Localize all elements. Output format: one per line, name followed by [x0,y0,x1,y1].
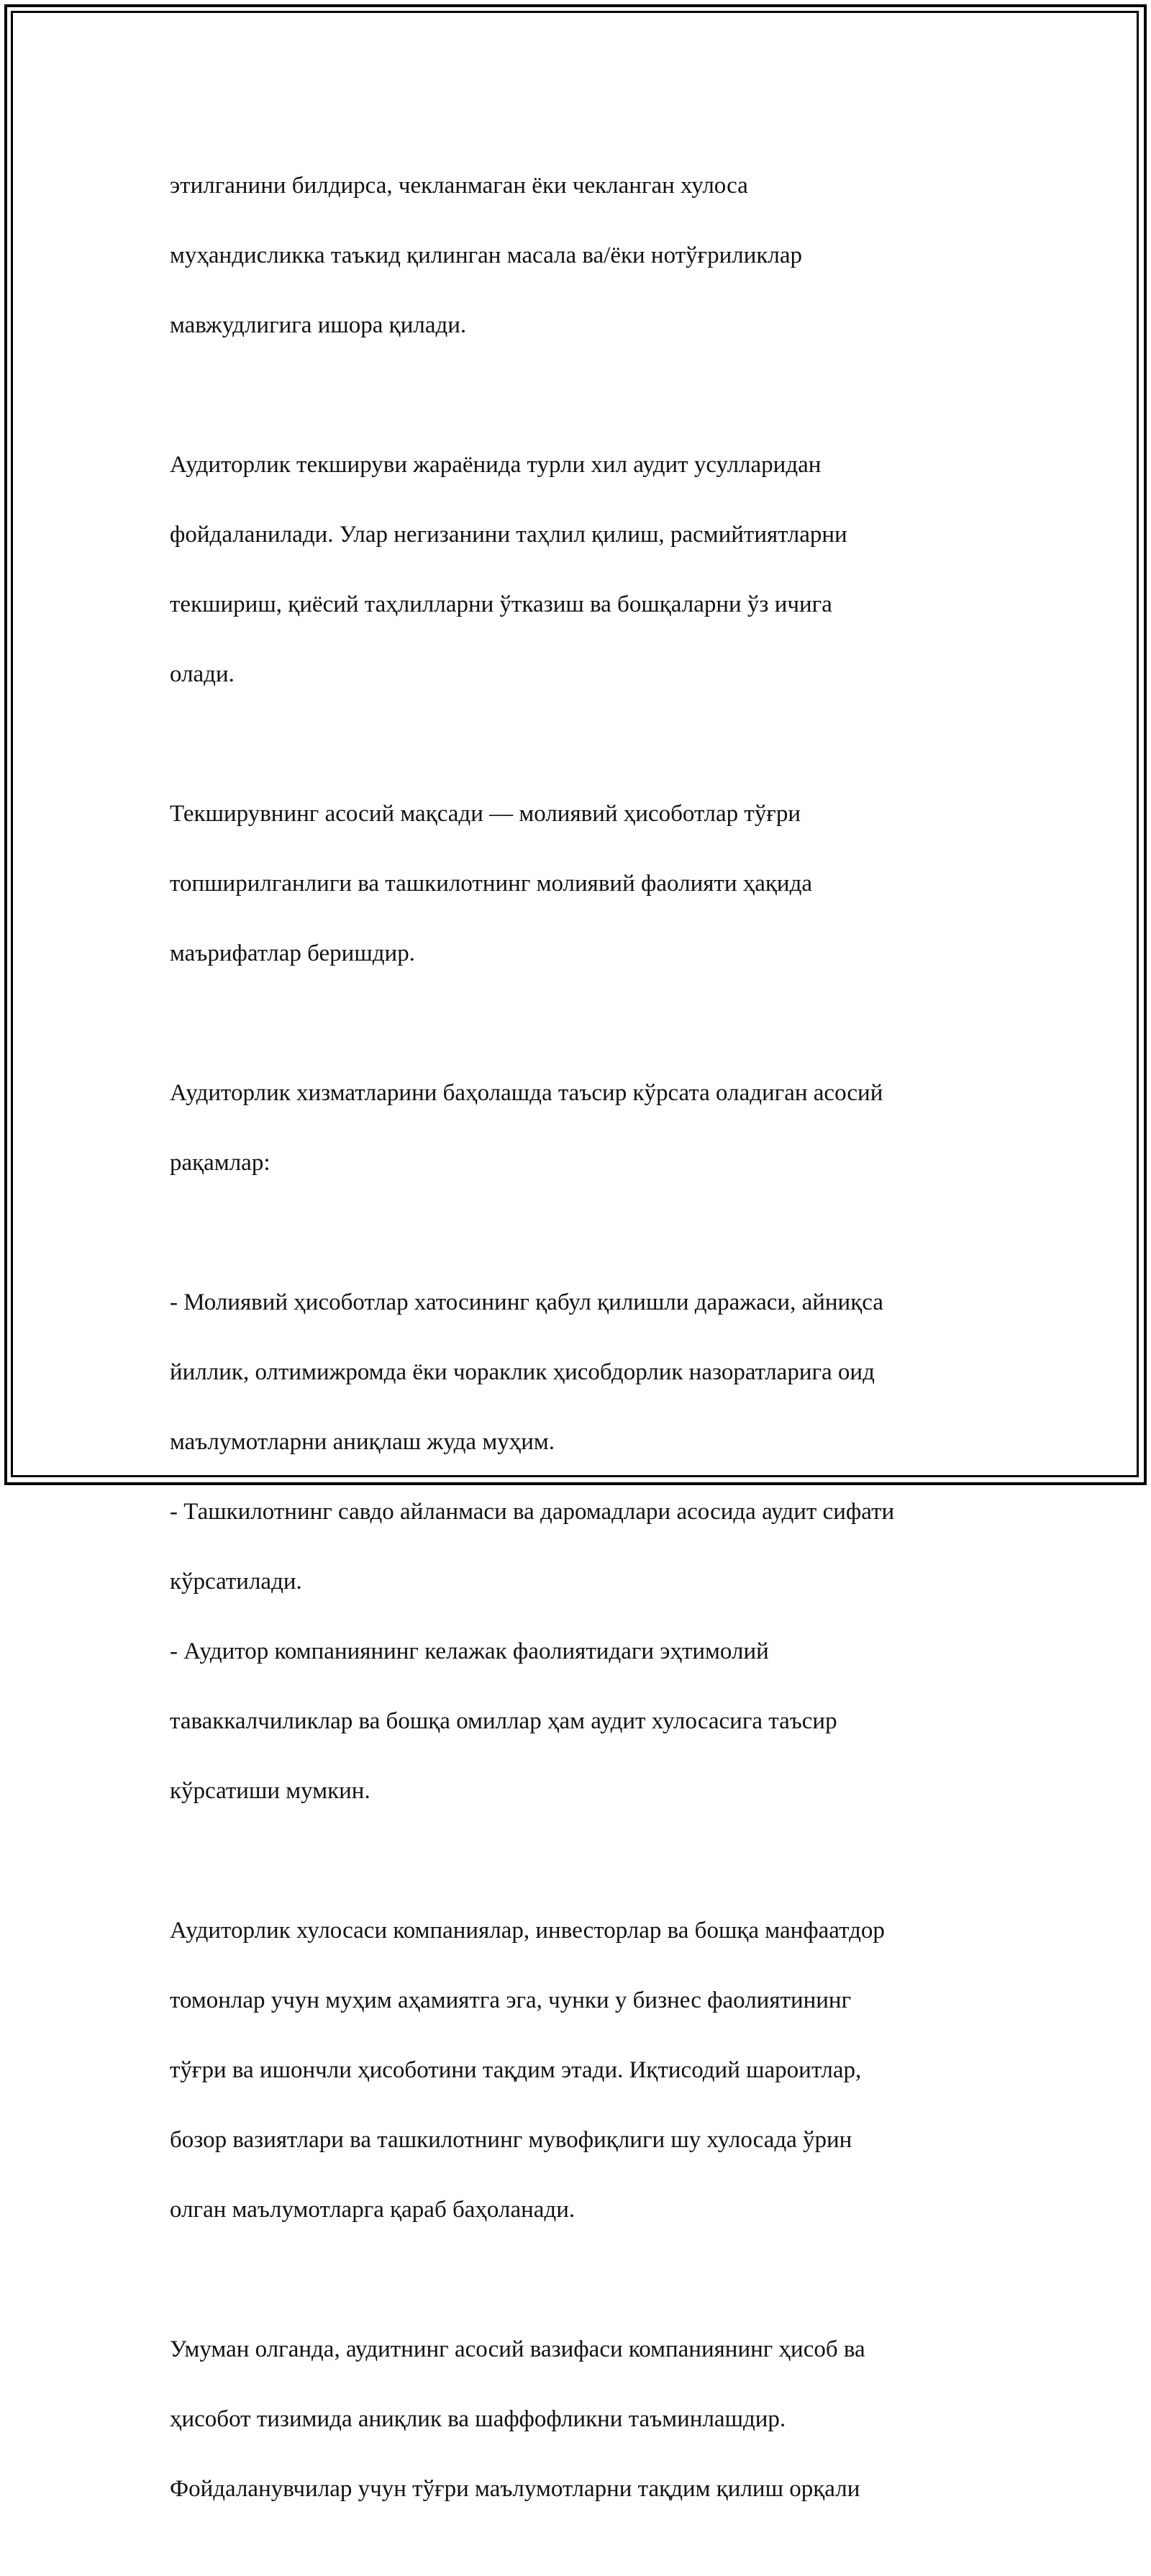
text-line: этилганини билдирса, чекланмаган ёки чекланган хулоса [170,172,748,199]
document-body [170,133,990,2576]
list-item-line: кўрсатилади. [170,1568,302,1595]
text-line: фойдаланилади. Улар негизанини таҳлил қилиш, расмийтиятларни [170,521,847,548]
text-line: Аудиторлик текшируви жараёнида турли хил аудит усулларидан [170,451,822,478]
list-item-line: кўрсатиши мумкин. [170,1777,370,1804]
paragraph-conclusion-types [170,133,990,378]
text-line: рақамлар: [170,1149,270,1176]
text-line: Текширувнинг асосий мақсади — молиявий ҳисоботлар тўғри [170,800,801,827]
list-item-line: - Аудитор компаниянинг келажак фаолиятидаги эҳтимолий [170,1638,769,1664]
text-line: топширилганлиги ва ташкилотнинг молиявий фаолияти ҳақида [170,870,813,897]
bullet-list-factors [170,1250,990,1843]
text-line: олади. [170,661,235,687]
text-line: бозор вазиятлари ва ташкилотнинг мувофиқлиги шу хулосада ўрин [170,2126,852,2153]
list-item-line: маълумотларни аниқлаш жуда муҳим. [170,1428,555,1455]
paragraph-summary [170,2297,990,2541]
text-line: томонлар учун муҳим аҳамиятга эга, чунки у бизнес фаолиятининг [170,1987,852,2013]
text-line: текшириш, қиёсий таҳлилларни ўтказиш ва бошқаларни ўз ичига [170,591,832,617]
paragraph-audit-methods [170,412,990,727]
list-item-line: - Молиявий ҳисоботлар хатосининг қабул қилишли даражаси, айниқса [170,1289,883,1315]
list-item-line: йиллик, олтимижромда ёки чораклик ҳисобдорлик назоратларига оид [170,1359,875,1385]
text-line: мавжудлигига ишора қилади. [170,312,467,338]
text-line: маърифатлар беришдир. [170,940,415,966]
text-line: олган маълумотларга қараб баҳоланади. [170,2196,576,2223]
paragraph-audit-goal [170,761,990,1006]
text-line: Аудиторлик хулосаси компаниялар, инвесторлар ва бошқа манфаатдор [170,1917,885,1944]
text-line: тўғри ва ишончли ҳисоботини тақдим этади. Иқтисодий шароитлар, [170,2056,862,2083]
text-line: Умуман олганда, аудитнинг асосий вазифаси компаниянинг ҳисоб ва [170,2336,865,2362]
list-item-line: - Ташкилотнинг савдо айланмаси ва даромадлари асосида аудит сифати [170,1498,895,1525]
text-line: ҳисобот тизимида аниқлик ва шаффофликни таъминлашдир. [170,2405,786,2432]
list-item-line: таваккалчиликлар ва бошқа омиллар ҳам аудит хулосасига таъсир [170,1707,837,1734]
paragraph-key-factors-intro [170,1040,990,1215]
text-line: муҳандисликка таъкид қилинган масала ва/ёки нотўғриликлар [170,242,803,268]
text-line: Аудиторлик хизматларини баҳолашда таъсир кўрсата оладиган асосий [170,1079,883,1106]
paragraph-conclusion-importance [170,1878,990,2262]
text-line: Фойдаланувчилар учун тўғри маълумотларни тақдим қилиш орқали [170,2475,860,2502]
